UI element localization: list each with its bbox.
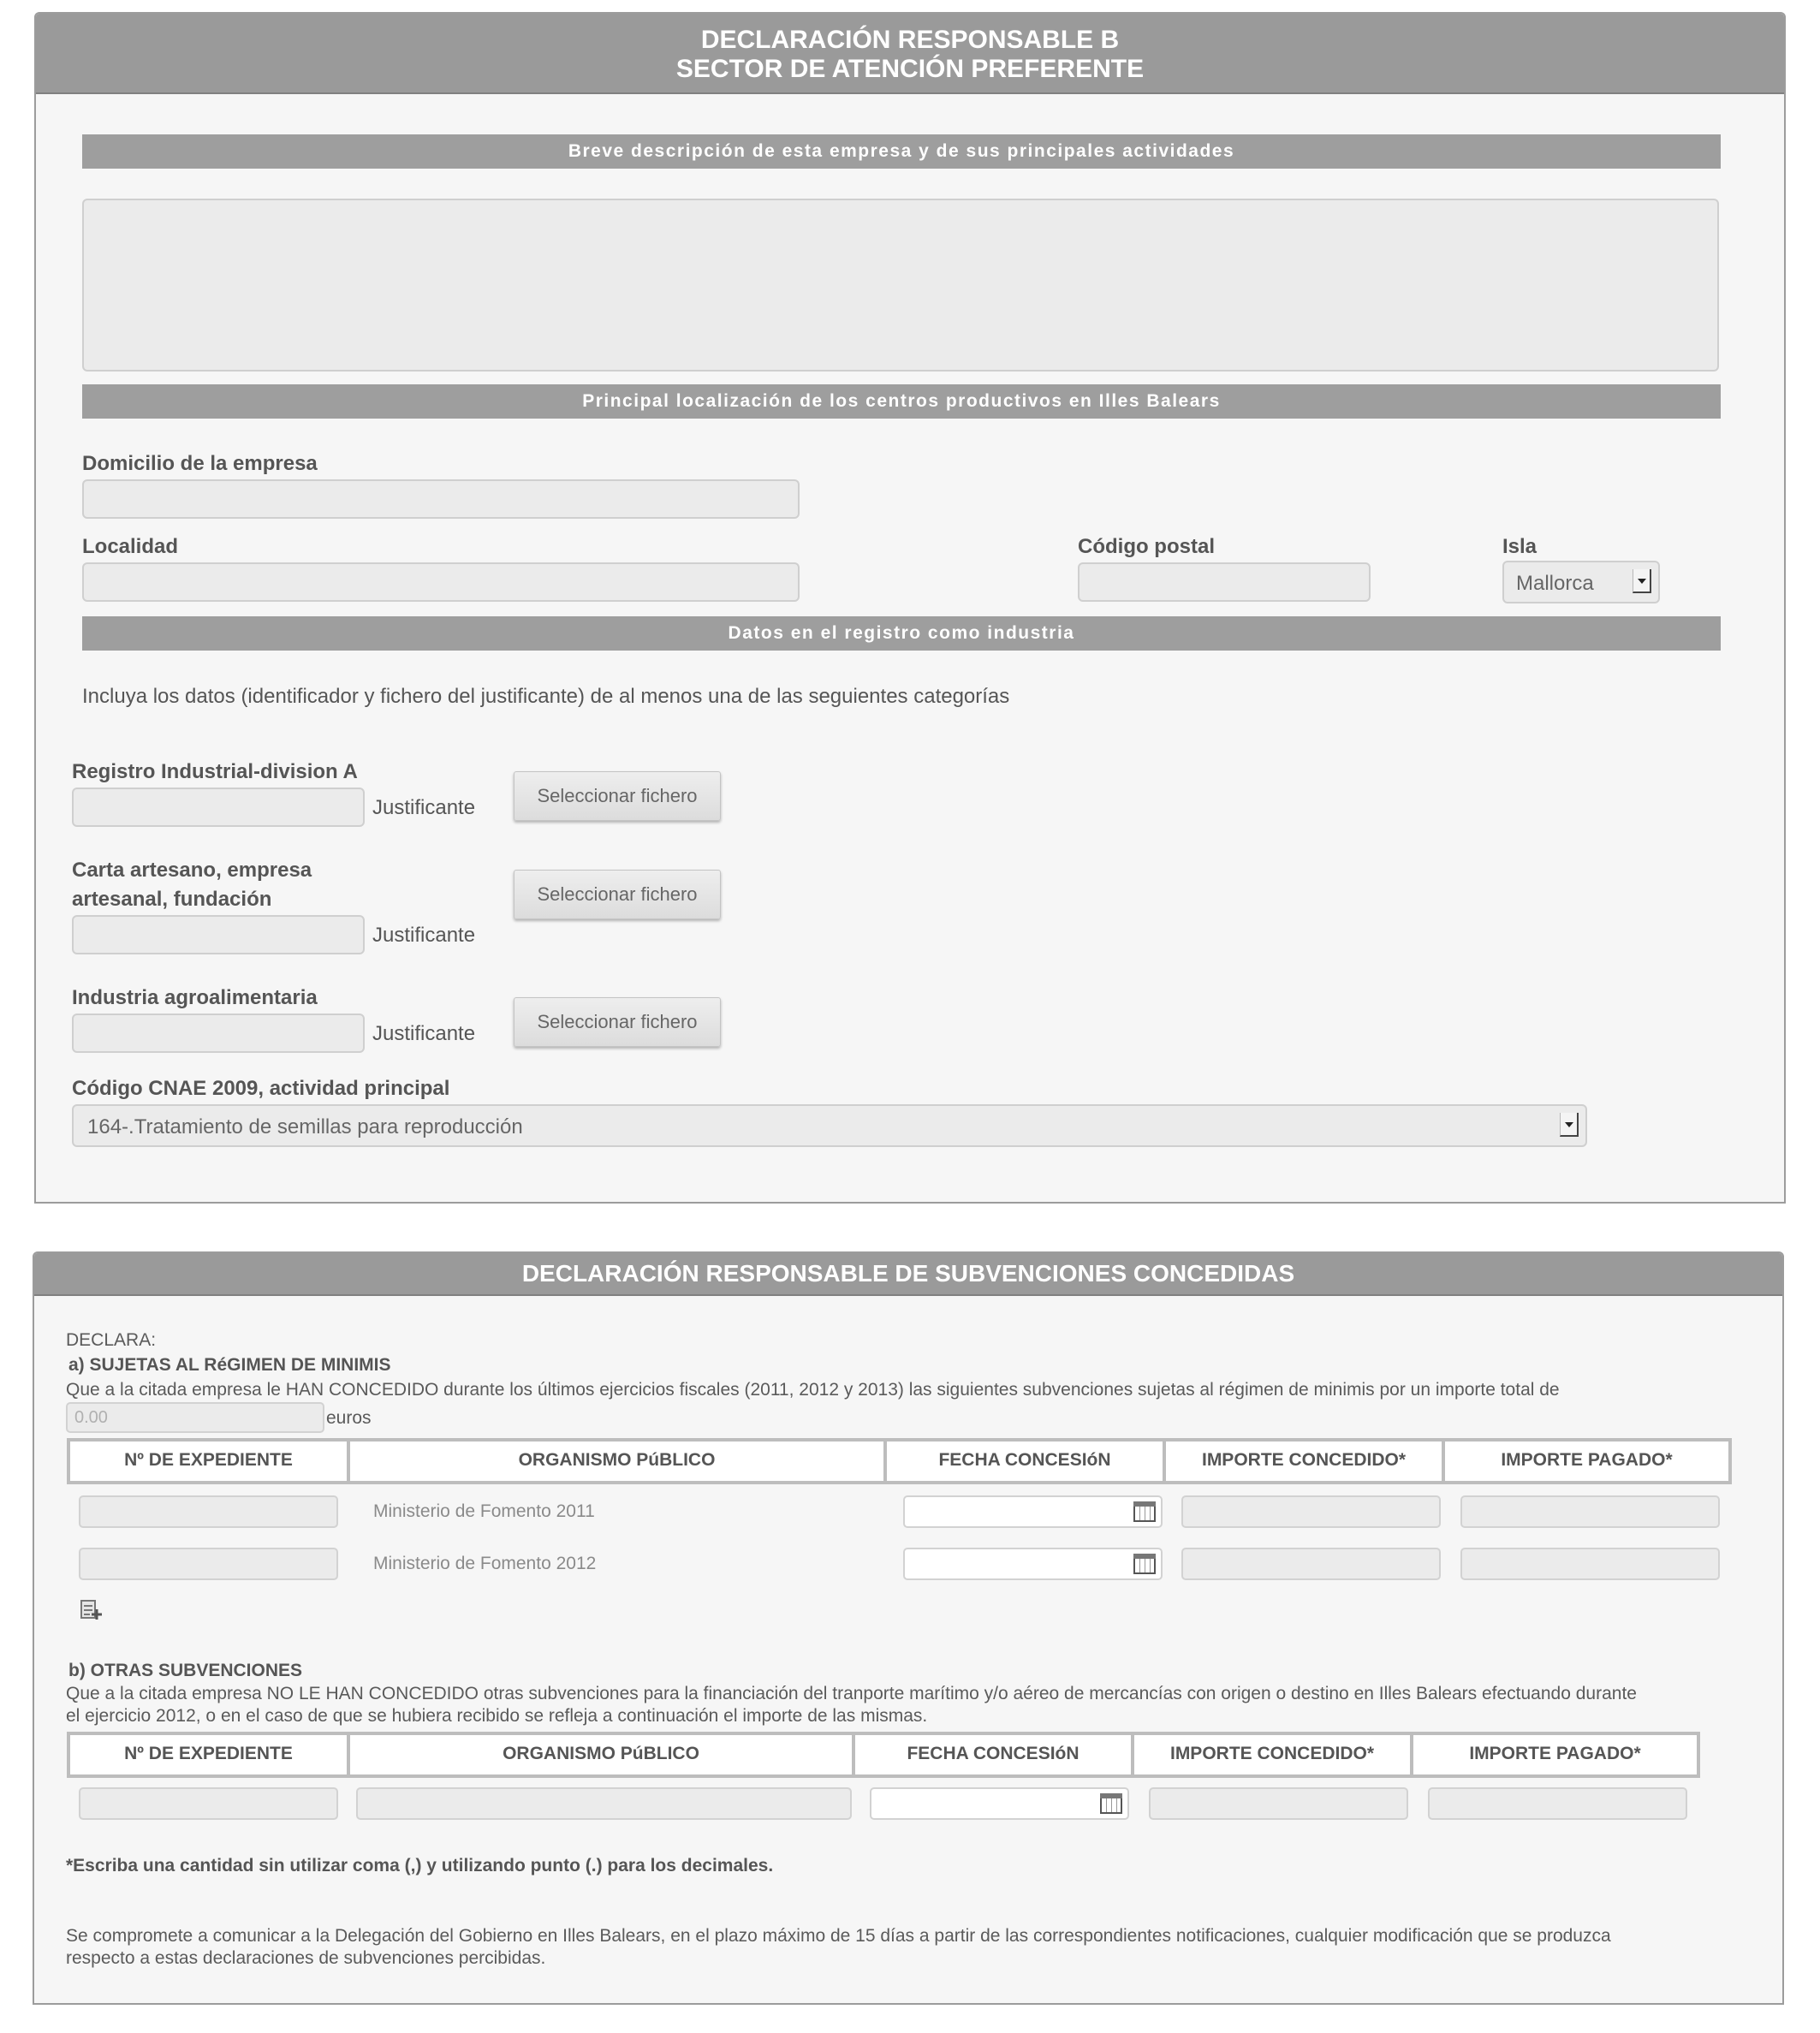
col-expediente: Nº DE EXPEDIENTE	[70, 1442, 350, 1481]
row-a2-importe-pagado-input[interactable]	[1460, 1548, 1720, 1580]
table-a-header	[67, 1438, 1732, 1484]
agro-select-file-button[interactable]: Seleccionar fichero	[514, 997, 721, 1047]
registro-a-label: Registro Industrial-division A	[72, 760, 358, 783]
col-fecha: FECHA CONCESIóN	[887, 1442, 1166, 1481]
subvenciones-title: DECLARACIÓN RESPONSABLE DE SUBVENCIONES CONCEDIDAS	[521, 1260, 1295, 1287]
col-organismo: ORGANISMO PúBLICO	[350, 1442, 887, 1481]
commit-text-line2: respecto a estas declaraciones de subvenciones percibidas.	[66, 1948, 546, 1968]
row-a2-fecha-input[interactable]	[903, 1548, 1163, 1580]
cnae-select-value: 164-.Tratamiento de semillas para reproducción	[87, 1115, 523, 1138]
row-b1-organismo-input[interactable]	[356, 1787, 852, 1820]
row-a2-expediente-input[interactable]	[79, 1548, 338, 1580]
row-b1-importe-concedido-input[interactable]	[1149, 1787, 1408, 1820]
calendar-icon[interactable]	[1100, 1793, 1122, 1814]
section-b-text-line1: Que a la citada empresa NO LE HAN CONCEDIDO otras subvenciones para la financiación del tranporte marítimo y/o aéreo de mercancías con origen o destino en Illes Balears efectuando durante	[66, 1684, 1637, 1703]
col-importe-pagado: IMPORTE PAGADO*	[1469, 1744, 1641, 1763]
agro-label: Industria agroalimentaria	[72, 986, 318, 1009]
codigo-postal-input[interactable]	[1078, 562, 1371, 602]
agro-justificante-label: Justificante	[372, 1022, 476, 1045]
isla-select-value: Mallorca	[1516, 572, 1594, 595]
chevron-down-icon	[1633, 569, 1651, 593]
registro-a-select-file-button[interactable]: Seleccionar fichero	[514, 771, 721, 821]
codigo-postal-label: Código postal	[1078, 535, 1215, 558]
row-a1-expediente-input[interactable]	[79, 1495, 338, 1528]
table-b-header	[67, 1732, 1700, 1778]
section-bar-descripcion: Breve descripción de esta empresa y de sus principales actividades	[82, 134, 1721, 169]
carta-justificante-label: Justificante	[372, 924, 476, 947]
descripcion-textarea[interactable]	[82, 199, 1719, 372]
section-b-title: b) OTRAS SUBVENCIONES	[68, 1661, 303, 1680]
row-a1-importe-concedido-input[interactable]	[1181, 1495, 1441, 1528]
carta-select-file-button[interactable]: Seleccionar fichero	[514, 870, 721, 919]
isla-label: Isla	[1502, 535, 1537, 558]
row-a1-importe-pagado-input[interactable]	[1460, 1495, 1720, 1528]
subvenciones-header	[34, 1253, 1782, 1296]
total-minimis-placeholder: 0.00	[74, 1408, 108, 1427]
section-bar-registro: Datos en el registro como industria	[82, 616, 1721, 651]
registro-a-input[interactable]	[72, 788, 365, 827]
domicilio-input[interactable]	[82, 479, 800, 519]
declaracion-b-title-line2: SECTOR DE ATENCIÓN PREFERENTE	[675, 55, 1145, 83]
row-b1-expediente-input[interactable]	[79, 1787, 338, 1820]
carta-label-line1: Carta artesano, empresa	[72, 859, 312, 882]
row-a1-organismo: Ministerio de Fomento 2011	[373, 1501, 595, 1521]
domicilio-label: Domicilio de la empresa	[82, 452, 318, 475]
col-organismo: ORGANISMO PúBLICO	[350, 1735, 855, 1774]
declara-label: DECLARA:	[66, 1330, 157, 1350]
col-expediente: Nº DE EXPEDIENTE	[70, 1735, 350, 1774]
calendar-icon[interactable]	[1133, 1554, 1156, 1574]
col-fecha: FECHA CONCESIóN	[855, 1735, 1134, 1774]
row-b1-importe-pagado-input[interactable]	[1428, 1787, 1687, 1820]
decimal-note: *Escriba una cantidad sin utilizar coma (,) y utilizando punto (.) para los decimales.	[66, 1856, 774, 1875]
row-a1-fecha-input[interactable]	[903, 1495, 1163, 1528]
col-importe-concedido: IMPORTE CONCEDIDO*	[1166, 1442, 1445, 1481]
col-importe-pagado: IMPORTE PAGADO*	[1501, 1450, 1673, 1470]
localidad-input[interactable]	[82, 562, 800, 602]
calendar-icon[interactable]	[1133, 1501, 1156, 1522]
euros-label: euros	[326, 1408, 372, 1428]
section-a-title: a) SUJETAS AL RéGIMEN DE MINIMIS	[68, 1355, 391, 1375]
cnae-select[interactable]	[72, 1104, 1587, 1147]
commit-text-line1: Se compromete a comunicar a la Delegación del Gobierno en Illes Balears, en el plazo máximo de 15 días a partir de las correspondientes notificaciones, cualquier modificación que se produzca	[66, 1926, 1611, 1946]
row-b1-fecha-input[interactable]	[870, 1787, 1129, 1820]
registro-a-justificante-label: Justificante	[372, 796, 476, 819]
isla-select[interactable]	[1502, 561, 1660, 603]
col-importe-concedido: IMPORTE CONCEDIDO*	[1134, 1735, 1413, 1774]
row-a2-importe-concedido-input[interactable]	[1181, 1548, 1441, 1580]
cnae-label: Código CNAE 2009, actividad principal	[72, 1077, 450, 1100]
row-a2-organismo: Ministerio de Fomento 2012	[373, 1554, 597, 1573]
total-minimis-input[interactable]	[66, 1402, 324, 1433]
chevron-down-icon	[1560, 1113, 1579, 1137]
declaracion-b-header	[36, 14, 1784, 94]
localidad-label: Localidad	[82, 535, 179, 558]
section-bar-localizacion: Principal localización de los centros productivos en Illes Balears	[82, 384, 1721, 419]
agro-input[interactable]	[72, 1014, 365, 1053]
registro-intro-text: Incluya los datos (identificador y fichero del justificante) de al menos una de las seguientes categorías	[82, 685, 1010, 708]
section-b-text-line2: el ejercicio 2012, o en el caso de que se hubiera recibido se refleja a continuación el importe de las mismas.	[66, 1706, 928, 1726]
declaracion-b-title-line1: DECLARACIÓN RESPONSABLE B	[700, 26, 1120, 54]
section-a-text: Que a la citada empresa le HAN CONCEDIDO durante los últimos ejercicios fiscales (2011, 2012 y 2013) las siguientes subvenciones sujetas al régimen de minimis por un importe total de	[66, 1380, 1560, 1400]
add-row-icon[interactable]	[80, 1599, 103, 1621]
carta-input[interactable]	[72, 915, 365, 954]
carta-label-line2: artesanal, fundación	[72, 888, 272, 911]
